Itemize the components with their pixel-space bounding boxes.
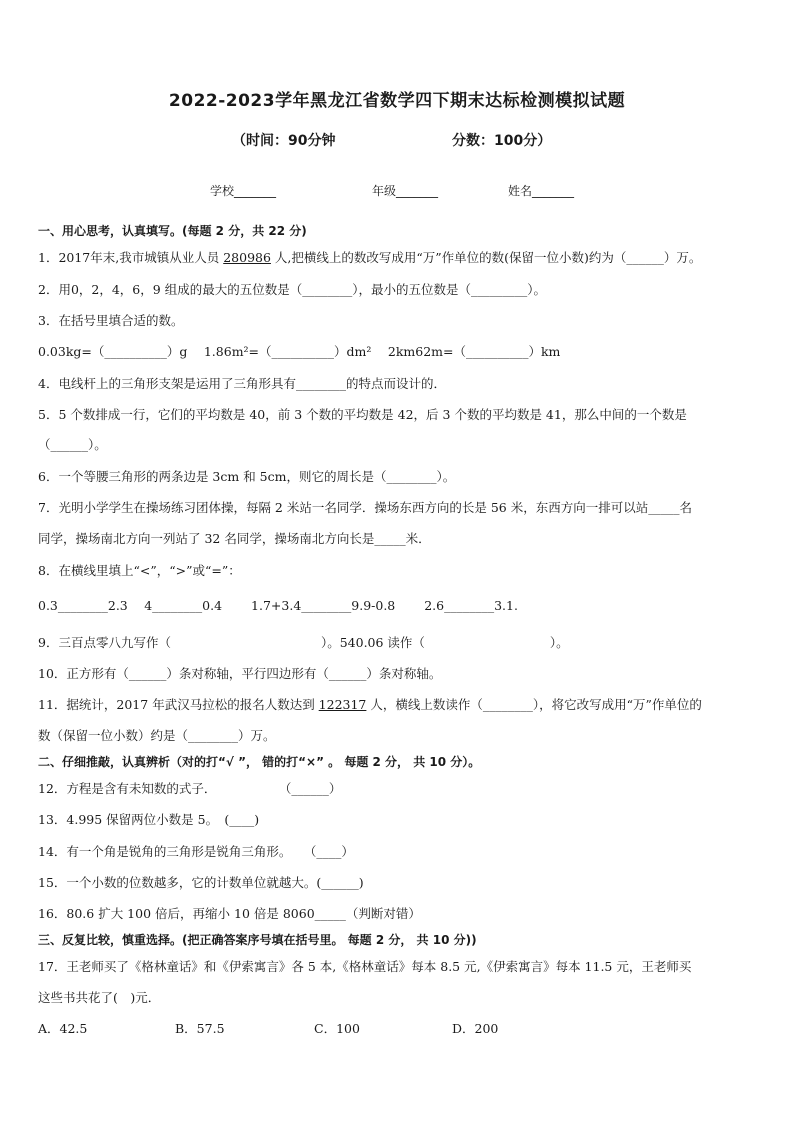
question-14: 14．有一个角是锐角的三角形是锐角三角形。 （____） xyxy=(38,844,354,859)
question-17-line-2: 这些书共花了( )元． xyxy=(38,990,161,1005)
question-1 xyxy=(38,250,701,266)
grade-field[interactable]: 年级_______ xyxy=(372,184,439,198)
question-8-blanks: 0.3________2.3 4________0.4 1.7+3.4________9.9-0.8 2.6________3.1. xyxy=(38,598,518,613)
question-15: 15．一个小数的位数越多，它的计数单位就越大。(______) xyxy=(38,875,364,890)
question-11-text-pre: 11．据统计，2017 年武汉马拉松的报名人数达到 xyxy=(38,697,319,712)
question-1-text-pre: 1．2017年末,我市城镇从业人员 xyxy=(38,250,224,265)
question-11-line-2: 数（保留一位小数）约是（________）万。 xyxy=(38,728,276,743)
section-2-heading: 二、仔细推敲，认真辨析（对的打“√ ”， 错的打“×” 。 每题 2 分， 共 10 分）。 xyxy=(38,755,481,769)
question-8: 8．在横线里填上“<”，“>”或“=”： xyxy=(38,563,241,578)
question-3: 3．在括号里填合适的数。 xyxy=(38,313,184,328)
section-1-heading: 一、用心思考，认真填写。(每题 2 分，共 22 分) xyxy=(38,224,307,238)
option-b[interactable]: B．57.5 xyxy=(175,1021,225,1036)
option-a[interactable]: A．42.5 xyxy=(38,1021,88,1036)
question-4: 4．电线杆上的三角形支架是运用了三角形具有________的特点而设计的． xyxy=(38,376,446,391)
question-9: 9．三百点零八九写作（ ）。540.06 读作（ ）。 xyxy=(38,635,569,650)
option-d[interactable]: D．200 xyxy=(452,1021,499,1036)
question-3-blanks: 0.03kg=（__________）g 1.86m²=（__________）dm² 2km62m=（__________）km xyxy=(38,344,561,359)
question-16: 16．80.6 扩大 100 倍后，再缩小 10 倍是 8060_____（判断对错） xyxy=(38,906,421,921)
name-field[interactable]: 姓名_______ xyxy=(508,184,575,198)
question-10: 10．正方形有（______）条对称轴，平行四边形有（______）条对称轴。 xyxy=(38,666,442,681)
option-c[interactable]: C．100 xyxy=(314,1021,360,1036)
question-17-line-1: 17．王老师买了《格林童话》和《伊索寓言》各 5 本,《格林童话》每本 8.5 元,《伊索寓言》每本 11.5 元，王老师买 xyxy=(38,959,692,974)
section-3-heading: 三、反复比较，慎重选择。(把正确答案序号填在括号里。 每题 2 分， 共 10 分)) xyxy=(38,933,477,947)
question-6: 6．一个等腰三角形的两条边是 3cm 和 5cm，则它的周长是（________）。 xyxy=(38,469,456,484)
question-7-line-2: 同学，操场南北方向一列站了 32 名同学，操场南北方向长是_____米． xyxy=(38,531,431,546)
question-1-text-post: 人,把横线上的数改写成用“万”作单位的数(保留一位小数)约为（______）万。 xyxy=(270,250,702,265)
exam-title: 2022-2023学年黑龙江省数学四下期末达标检测模拟试题 xyxy=(168,91,626,111)
question-5-line-1: 5．5 个数排成一行，它们的平均数是 40，前 3 个数的平均数是 42，后 3 个数的平均数是 41，那么中间的一个数是 xyxy=(38,407,687,422)
question-12: 12．方程是含有未知数的式子． （______） xyxy=(38,781,342,796)
question-2: 2．用0，2，4，6，9 组成的最大的五位数是（________），最小的五位数是（_________）。 xyxy=(38,282,546,297)
question-11-number: 122317 xyxy=(318,697,367,712)
exam-time: （时间：90分钟 xyxy=(232,133,336,149)
question-5-line-2: （______）。 xyxy=(38,437,107,452)
question-11-text-post: 人，横线上数读作（________），将它改写成用“万”作单位的 xyxy=(366,697,702,712)
question-1-number: 280986 xyxy=(223,250,271,265)
question-7-line-1: 7．光明小学学生在操场练习团体操，每隔 2 米站一名同学．操场东西方向的长是 56 米，东西方向一排可以站_____名 xyxy=(38,500,692,515)
question-11-line-1 xyxy=(38,697,702,713)
question-13: 13．4.995 保留两位小数是 5。 (____) xyxy=(38,812,260,827)
exam-score: 分数：100分） xyxy=(452,133,552,149)
school-field[interactable]: 学校_______ xyxy=(210,184,277,198)
